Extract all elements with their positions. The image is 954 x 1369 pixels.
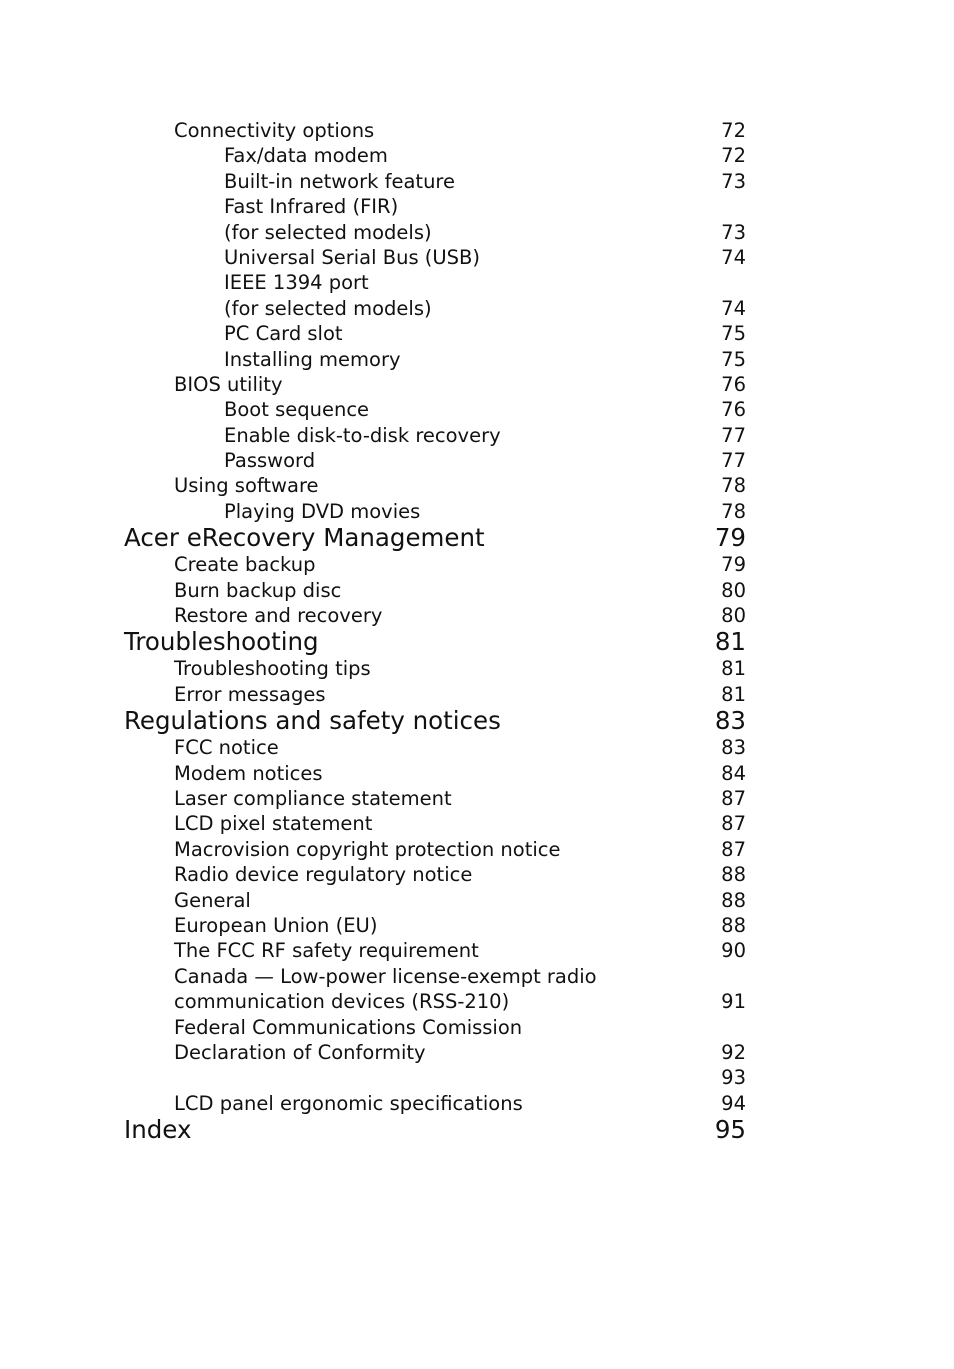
toc-entry-title: Restore and recovery	[174, 604, 383, 628]
toc-entry-page-number: 80	[721, 578, 746, 602]
toc-entry-page-number: 78	[721, 474, 746, 498]
toc-entry-title: European Union (EU)	[174, 913, 378, 937]
toc-entry-page-number: 88	[721, 863, 746, 887]
toc-entry-title: Acer eRecovery Management	[124, 523, 485, 553]
toc-entry[interactable]	[124, 194, 746, 219]
toc-entry-title: Laser compliance statement	[174, 786, 452, 810]
toc-entry[interactable]	[124, 811, 746, 836]
toc-entry-page-number: 73	[721, 220, 746, 244]
toc-entry[interactable]	[124, 964, 746, 989]
toc-entry[interactable]	[124, 1091, 746, 1116]
toc-entry-title: Installing memory	[224, 347, 401, 371]
toc-chapter-entry[interactable]	[124, 628, 746, 656]
toc-entry-page-number: 88	[721, 913, 746, 937]
toc-entry-page-number: 81	[714, 627, 746, 657]
toc-entry[interactable]	[124, 423, 746, 448]
toc-entry-title: Fax/data modem	[224, 144, 388, 168]
toc-entry[interactable]	[124, 220, 746, 245]
toc-entry-title: IEEE 1394 port	[224, 271, 369, 295]
toc-entry-page-number: 93	[721, 1066, 746, 1090]
toc-entry-title: Canada — Low-power license-exempt radio	[174, 964, 597, 988]
toc-entry-title: LCD pixel statement	[174, 812, 373, 836]
toc-entry-title: Create backup	[174, 553, 316, 577]
toc-entry-title: Index	[124, 1115, 192, 1145]
toc-entry-page-number: 83	[714, 706, 746, 736]
toc-entry[interactable]	[124, 473, 746, 498]
toc-entry-title: Troubleshooting tips	[174, 657, 371, 681]
toc-entry-page-number: 74	[721, 296, 746, 320]
toc-entry[interactable]	[124, 245, 746, 270]
toc-entry[interactable]	[124, 786, 746, 811]
toc-entry-title: Burn backup disc	[174, 578, 342, 602]
toc-entry[interactable]	[124, 603, 746, 628]
toc-entry-page-number: 77	[721, 449, 746, 473]
toc-entry-page-number: 84	[721, 761, 746, 785]
toc-entry-title: Enable disk-to-disk recovery	[224, 423, 501, 447]
toc-entry[interactable]	[124, 499, 746, 524]
toc-chapter-entry[interactable]	[124, 707, 746, 735]
table-of-contents	[124, 118, 746, 1144]
toc-entry-page-number: 77	[721, 423, 746, 447]
toc-entry-title: Declaration of Conformity	[174, 1040, 426, 1064]
toc-entry[interactable]	[124, 270, 746, 295]
toc-entry-title: Regulations and safety notices	[124, 706, 501, 736]
toc-entry-page-number: 87	[721, 812, 746, 836]
toc-entry-page-number: 72	[721, 144, 746, 168]
toc-entry-title: Using software	[174, 474, 319, 498]
toc-entry-page-number: 79	[721, 553, 746, 577]
toc-entry-title: Connectivity options	[174, 119, 375, 142]
toc-entry[interactable]	[124, 296, 746, 321]
toc-entry-title: Troubleshooting	[124, 627, 319, 657]
toc-entry-page-number: 76	[721, 398, 746, 422]
toc-entry[interactable]	[124, 578, 746, 603]
toc-entry-page-number: 81	[721, 657, 746, 681]
toc-entry-title: BIOS utility	[174, 372, 283, 396]
toc-entry-page-number: 78	[721, 499, 746, 523]
toc-entry[interactable]	[124, 989, 746, 1014]
toc-entry[interactable]	[124, 1040, 746, 1065]
toc-entry-page-number: 72	[721, 119, 746, 142]
toc-entry-page-number: 75	[721, 347, 746, 371]
toc-entry[interactable]	[124, 552, 746, 577]
toc-entry-page-number: 81	[721, 682, 746, 706]
toc-entry[interactable]	[124, 862, 746, 887]
toc-entry-page-number: 95	[714, 1115, 746, 1145]
toc-entry-title: communication devices (RSS-210)	[174, 990, 510, 1014]
toc-entry-title: Macrovision copyright protection notice	[174, 837, 561, 861]
toc-entry-title: PC Card slot	[224, 322, 343, 346]
toc-entry-title: Federal Communications Comission	[174, 1015, 523, 1039]
toc-entry-title: Fast Infrared (FIR)	[224, 195, 399, 219]
toc-entry-page-number: 92	[721, 1040, 746, 1064]
toc-entry[interactable]	[124, 837, 746, 862]
toc-entry[interactable]	[124, 347, 746, 372]
toc-entry-title: LCD panel ergonomic specifications	[174, 1091, 523, 1115]
toc-entry[interactable]	[124, 888, 746, 913]
toc-entry-title: Playing DVD movies	[224, 499, 421, 523]
toc-entry-title: FCC notice	[174, 736, 279, 760]
toc-entry[interactable]	[124, 448, 746, 473]
toc-chapter-entry[interactable]	[124, 524, 746, 552]
toc-entry[interactable]	[124, 938, 746, 963]
toc-entry-title: The FCC RF safety requirement	[174, 939, 479, 963]
toc-entry-page-number: 73	[721, 169, 746, 193]
toc-chapter-entry[interactable]	[124, 1116, 746, 1144]
toc-entry[interactable]	[124, 372, 746, 397]
toc-entry-page-number: 80	[721, 604, 746, 628]
toc-entry-page-number: 90	[721, 939, 746, 963]
toc-entry-page-number: 74	[721, 245, 746, 269]
toc-entry[interactable]	[124, 1065, 746, 1090]
toc-entry[interactable]	[124, 1015, 746, 1040]
toc-entry-page-number: 83	[721, 736, 746, 760]
toc-entry-title: Boot sequence	[224, 398, 370, 422]
toc-entry[interactable]	[124, 761, 746, 786]
toc-entry[interactable]	[124, 656, 746, 681]
toc-entry[interactable]	[124, 397, 746, 422]
toc-entry[interactable]	[124, 321, 746, 346]
toc-entry-title: Radio device regulatory notice	[174, 863, 473, 887]
toc-entry-title: Universal Serial Bus (USB)	[224, 245, 481, 269]
toc-entry-title: Error messages	[174, 682, 326, 706]
toc-entry-page-number: 79	[714, 523, 746, 553]
toc-entry-page-number: 87	[721, 786, 746, 810]
toc-entry-title: Modem notices	[174, 761, 323, 785]
toc-entry-title: Built-in network feature	[224, 169, 456, 193]
toc-entry[interactable]	[124, 682, 746, 707]
toc-entry-title: General	[174, 888, 251, 912]
toc-entry-page-number: 91	[721, 990, 746, 1014]
toc-entry-page-number: 75	[721, 322, 746, 346]
toc-entry-page-number: 94	[721, 1091, 746, 1115]
toc-entry[interactable]	[124, 913, 746, 938]
toc-entry-page-number: 88	[721, 888, 746, 912]
toc-entry-page-number: 76	[721, 372, 746, 396]
toc-entry[interactable]	[124, 118, 746, 143]
toc-entry-page-number: 87	[721, 837, 746, 861]
toc-entry[interactable]	[124, 143, 746, 168]
toc-entry[interactable]	[124, 735, 746, 760]
toc-entry[interactable]	[124, 169, 746, 194]
toc-entry-title: (for selected models)	[224, 220, 432, 244]
toc-entry-title: Password	[224, 449, 316, 473]
toc-entry-title: (for selected models)	[224, 296, 432, 320]
